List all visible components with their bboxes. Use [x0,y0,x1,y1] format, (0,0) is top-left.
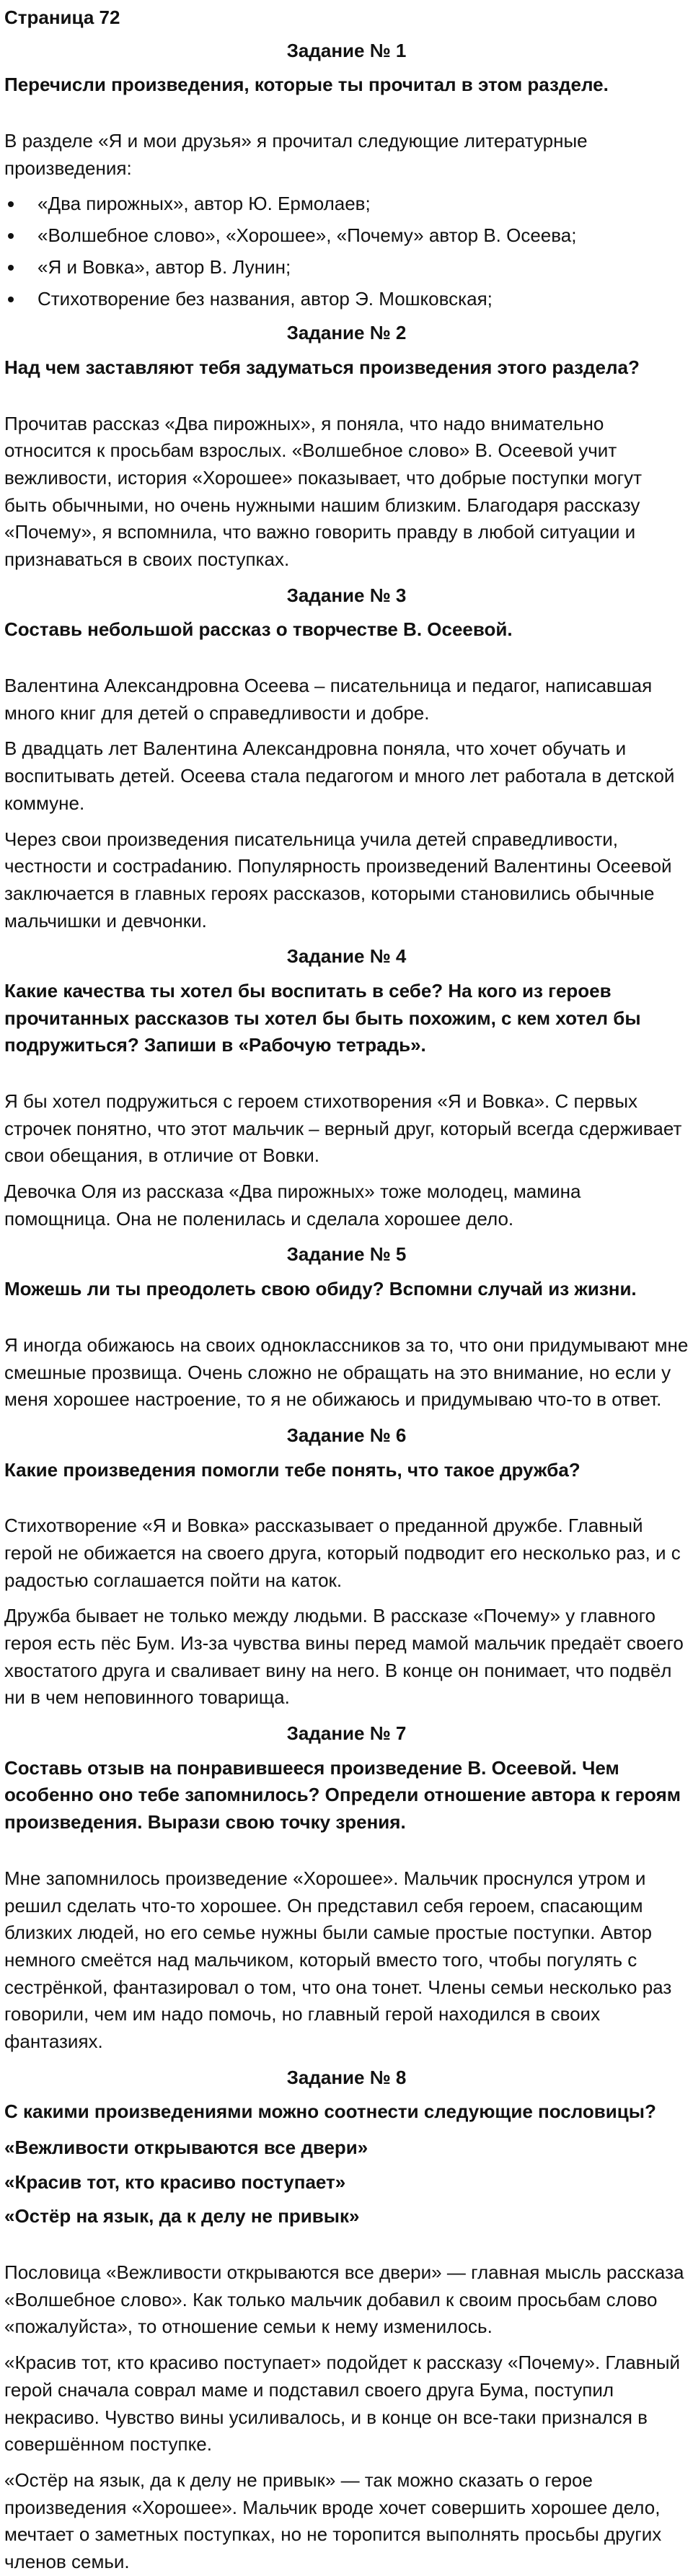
proverb: «Красив тот, кто красиво поступает» [4,2170,346,2193]
list-item: • «Два пирожных», автор Ю. Ермолаев; [25,190,689,218]
task-5 [4,1241,689,1413]
task-title: Задание № 2 [286,322,407,344]
task-title: Задание № 6 [286,1424,407,1446]
answer-paragraph: Я иногда обижаюсь на своих одноклассников за то, что они придумывают мне смешные прозвища. Очень сложно не обращать на это внимание, но если у меня хорошее настроение, то я не обижаюсь и придумываю что-то в ответ. [4,1333,689,1411]
task-6 [4,1422,689,1712]
answer-paragraph: Через свои произведения писательница учила детей справедливости, честности и сострadaнию. Популярность произведений Валентины Осеевой заключается в главных героях рассказов, которыми становились обычные мальчишки и девчонки. [4,828,672,932]
task-title: Задание № 4 [286,945,407,968]
list-item: • Стихотворение без названия, автор Э. Мошковская; [25,286,689,313]
task-question: Какие качества ты хотел бы воспитать в себе? На кого из героев прочитанных рассказов ты хотел бы быть похожим, с кем хотел бы подружиться? Запиши в «Рабочую тетрадь». [4,979,641,1056]
task-8 [4,2064,689,2576]
answer-paragraph: Я бы хотел подружиться с героем стихотворения «Я и Вовка». С первых строчек понятно, что этот мальчик – верный друг, который всегда сдерживает свои обещания, в отличие от Вовки. [4,1090,682,1167]
answer-paragraph: Стихотворение «Я и Вовка» рассказывает о преданной дружбе. Главный герой не обижается на своего друга, который подводит его несколько раз, и с радостью соглашается пойти на каток. [4,1515,681,1591]
task-answer [4,1332,689,1414]
answer-intro: В разделе «Я и мои друзья» я прочитал следующие литературные произведения: [4,130,588,179]
task-answer [4,411,689,574]
task-2 [4,320,689,574]
task-title: Задание № 7 [286,1722,407,1745]
task-title: Задание № 5 [286,1243,407,1266]
proverb: «Остёр на язык, да к делу не привык» [4,2205,360,2227]
task-answer [4,673,689,934]
works-list [4,190,689,312]
answer-paragraph: Прочитав рассказ «Два пирожных», я поняла, что надо внимательно относится к просьбам взрослых. «Волшебное слово» В. Осеевой учит вежливости, история «Хорошее» показывает, что добрые поступки могут быть обычными, но очень нужными нашим близким. Благодаря рассказу «Почему», я вспомнила, что важно говорить правду в любой ситуации и признаваться в своих поступках. [4,412,643,570]
task-answer [4,1088,689,1232]
task-question: С какими произведениями можно соотнести следующие пословицы? [4,2100,656,2123]
list-item: • «Волшебное слово», «Хорошее», «Почему» автор В. Осеева; [25,222,689,250]
task-question: Составь небольшой рассказ о творчестве В. Осеевой. [4,618,513,641]
task-answer [4,2259,689,2576]
task-title: Задание № 1 [286,39,407,61]
answer-paragraph: Валентина Александровна Осеева – писательница и педагог, написавшая много книг для детей о справедливости и добре. [4,675,653,724]
task-4 [4,943,689,1232]
answer-paragraph: «Красив тот, кто красиво поступает» подойдет к рассказу «Почему». Главный герой сначала соврал маме и подставил своего друга Бума, поступил некрасиво. Чувство вины усиливалось, и в конце он все-таки признался в совершённом поступке. [4,2352,681,2455]
task-answer [4,128,689,312]
answer-paragraph: Девочка Оля из рассказа «Два пирожных» тоже молодец, мамина помощница. Она не поленилась и сделала хорошее дело. [4,1180,581,1230]
task-answer [4,1865,689,2056]
page-title: Страница 72 [4,6,120,28]
task-title: Задание № 3 [286,584,407,606]
task-question: Можешь ли ты преодолеть свою обиду? Вспомни случай из жизни. [4,1278,637,1300]
answer-paragraph: «Остёр на язык, да к делу не привык» — так можно сказать о герое произведения «Хорошее». Мальчик вроде хочет совершить хорошее дело, мечтает о заметных поступках, но не торопится выполнять просьбы других членов семьи. [4,2468,662,2572]
proverb: «Вежливости открываются все двери» [4,2137,368,2158]
answer-paragraph: В двадцать лет Валентина Александровна поняла, что хочет обучать и воспитывать детей. Осеева стала педагогом и много лет работала в детской коммуне. [4,737,675,814]
task-1 [4,38,689,313]
list-item: • «Я и Вовка», автор В. Лунин; [25,254,689,281]
task-question: Какие произведения помогли тебе понять, что такое дружба? [4,1458,581,1481]
task-answer [4,1512,689,1712]
task-7 [4,1720,689,2056]
task-question: Над чем заставляют тебя задуматься произведения этого раздела? [4,356,640,378]
answer-paragraph: Дружба бывает не только между людьми. В рассказе «Почему» у главного героя есть пёс Бум. Из-за чувства вины перед мамой мальчик предаёт своего хвостатого друга и сваливает вину на него. В конце он понимает, что подвёл ни в чем неповинного товарища. [4,1605,684,1709]
task-3 [4,582,689,935]
task-question: Перечисли произведения, которые ты прочитал в этом разделе. [4,74,609,96]
answer-paragraph: Пословица «Вежливости открываются все двери» — главная мысль рассказа «Волшебное слово». Как только мальчик добавил к своим просьбам слово «пожалуйста», то отношение семьи к нему изменилось. [4,2261,684,2338]
task-question: Составь отзыв на понравившееся произведение В. Осеевой. Чем особенно оно тебе запомнилось? Определи отношение автора к героям произведения. Вырази свою точку зрения. [4,1756,681,1834]
answer-paragraph: Мне запомнилось произведение «Хорошее». Мальчик проснулся утром и решил сделать что-то хорошее. Он представил себя героем, спасающим близких людей, но его семье нужны были самые простые поступки. Автор немного смеётся над мальчиком, который вместо того, чтобы погулять с сестрёнкой, фантазировал о том, что она тонет. Члены семьи несколько раз говорили, чем им надо помочь, но главный герой находился в своих фантазиях. [4,1867,672,2052]
task-title: Задание № 8 [286,2066,407,2088]
